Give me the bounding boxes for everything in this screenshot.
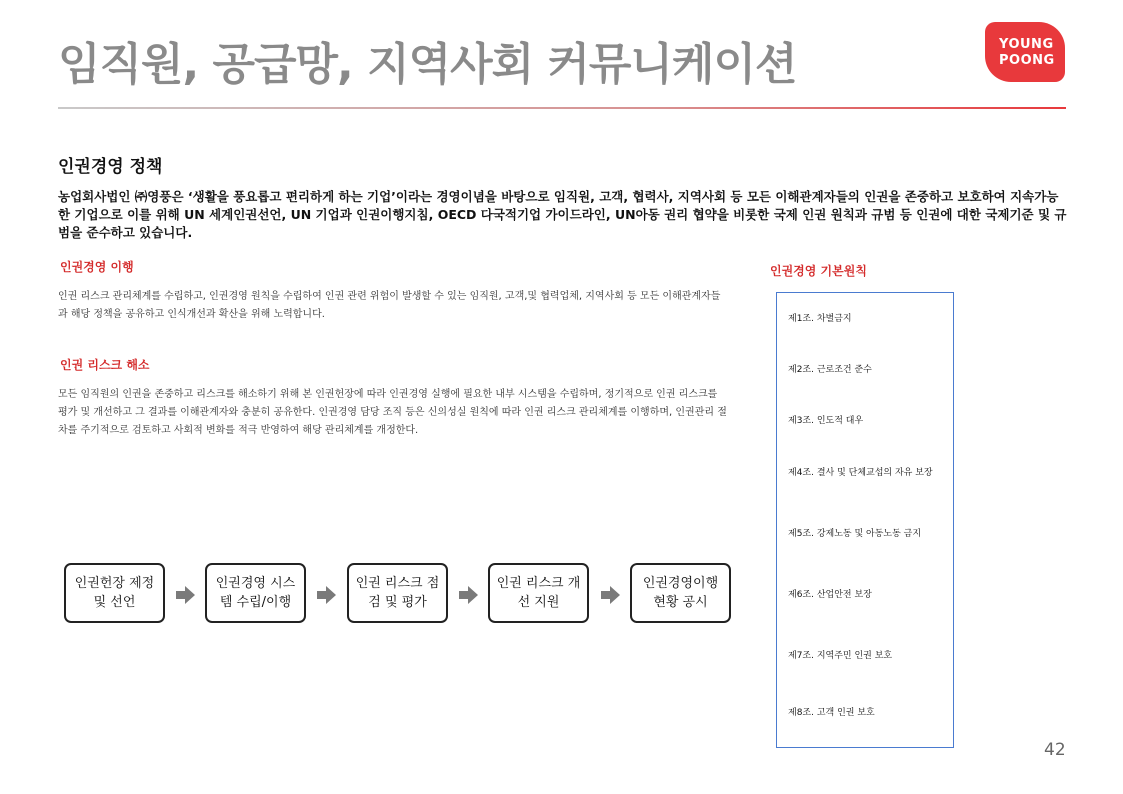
principle-item: 제3조. 인도적 대우 — [788, 416, 864, 426]
principle-item: 제5조. 강제노동 및 아동노동 금지 — [788, 529, 922, 539]
principle-item: 제4조. 결사 및 단체교섭의 자유 보장 — [788, 468, 933, 478]
implementation-heading: 인권경영 이행 — [60, 260, 134, 274]
right-arrow-icon — [599, 584, 621, 606]
risk-heading: 인권 리스크 해소 — [60, 358, 150, 372]
title-divider — [58, 107, 1066, 109]
principles-heading: 인권경영 기본원칙 — [770, 264, 867, 278]
principle-item: 제8조. 고객 인권 보호 — [788, 708, 875, 718]
principle-item: 제2조. 근로조건 준수 — [788, 365, 872, 375]
page-number: 42 — [1044, 740, 1066, 760]
principle-item: 제7조. 지역주민 인권 보호 — [788, 651, 893, 661]
risk-text: 모든 임직원의 인권을 존중하고 리스크를 해소하기 위해 본 인권헌장에 따라 인권경영 실행에 필요한 내부 시스템을 수립하며, 정기적으로 인권 리스크를 평가 및 개선하고 그 결과를 이해관계자와 충분히 공유한다. 인권경영 담당 조직 등은 신의성실 원칙에 따라 인권 리스크 관리체계를 이행하며, 인권관리 절차를 주기적으로 검토하고 사회적 변화를 적극 반영하여 해당 관리체계를 개정한다. — [58, 389, 727, 436]
flow-step-1: 인권헌장 제정 및 선언 — [64, 563, 165, 623]
section-heading: 인권경영 정책 — [58, 157, 163, 177]
company-logo — [985, 22, 1065, 82]
principle-item: 제1조. 차별금지 — [788, 314, 852, 324]
intro-paragraph: 농업회사법인 ㈜영풍은 ‘생활을 풍요롭고 편리하게 하는 기업’이라는 경영이념을 바탕으로 임직원, 고객, 협력사, 지역사회 등 모든 이해관계자들의 인권을 존중하고 보호하여 지속가능한 기업으로 이를 위해 UN 세계인권선언, UN 기업과 인권이행지침, OECD 다국적기업 가이드라인, UN아동 권리 협약을 비롯한 국제 인권 원칙과 규범 등 인권에 대한 국제기준 및 규범을 준수하고 있습니다. — [58, 189, 1067, 240]
right-arrow-icon — [315, 584, 337, 606]
page-title: 임직원, 공급망, 지역사회 커뮤니케이션 — [58, 39, 797, 90]
principle-item: 제6조. 산업안전 보장 — [788, 590, 872, 600]
logo-line-1: YOUNG — [999, 37, 1054, 52]
principles-box — [776, 292, 954, 748]
flow-step-3: 인권 리스크 점검 및 평가 — [347, 563, 448, 623]
flow-step-2: 인권경영 시스템 수립/이행 — [205, 563, 306, 623]
flow-step-5: 인권경영이행 현황 공시 — [630, 563, 731, 623]
right-arrow-icon — [457, 584, 479, 606]
right-arrow-icon — [174, 584, 196, 606]
implementation-text: 인권 리스크 관리체계를 수립하고, 인권경영 원칙을 수립하여 인권 관련 위험이 발생할 수 있는 임직원, 고객,및 협력업체, 지역사회 등 모든 이해관계자들과 해당 정책을 공유하고 인식개선과 확산을 위해 노력합니다. — [58, 291, 721, 320]
flow-step-4: 인권 리스크 개선 지원 — [488, 563, 589, 623]
logo-line-2: POONG — [999, 53, 1055, 68]
